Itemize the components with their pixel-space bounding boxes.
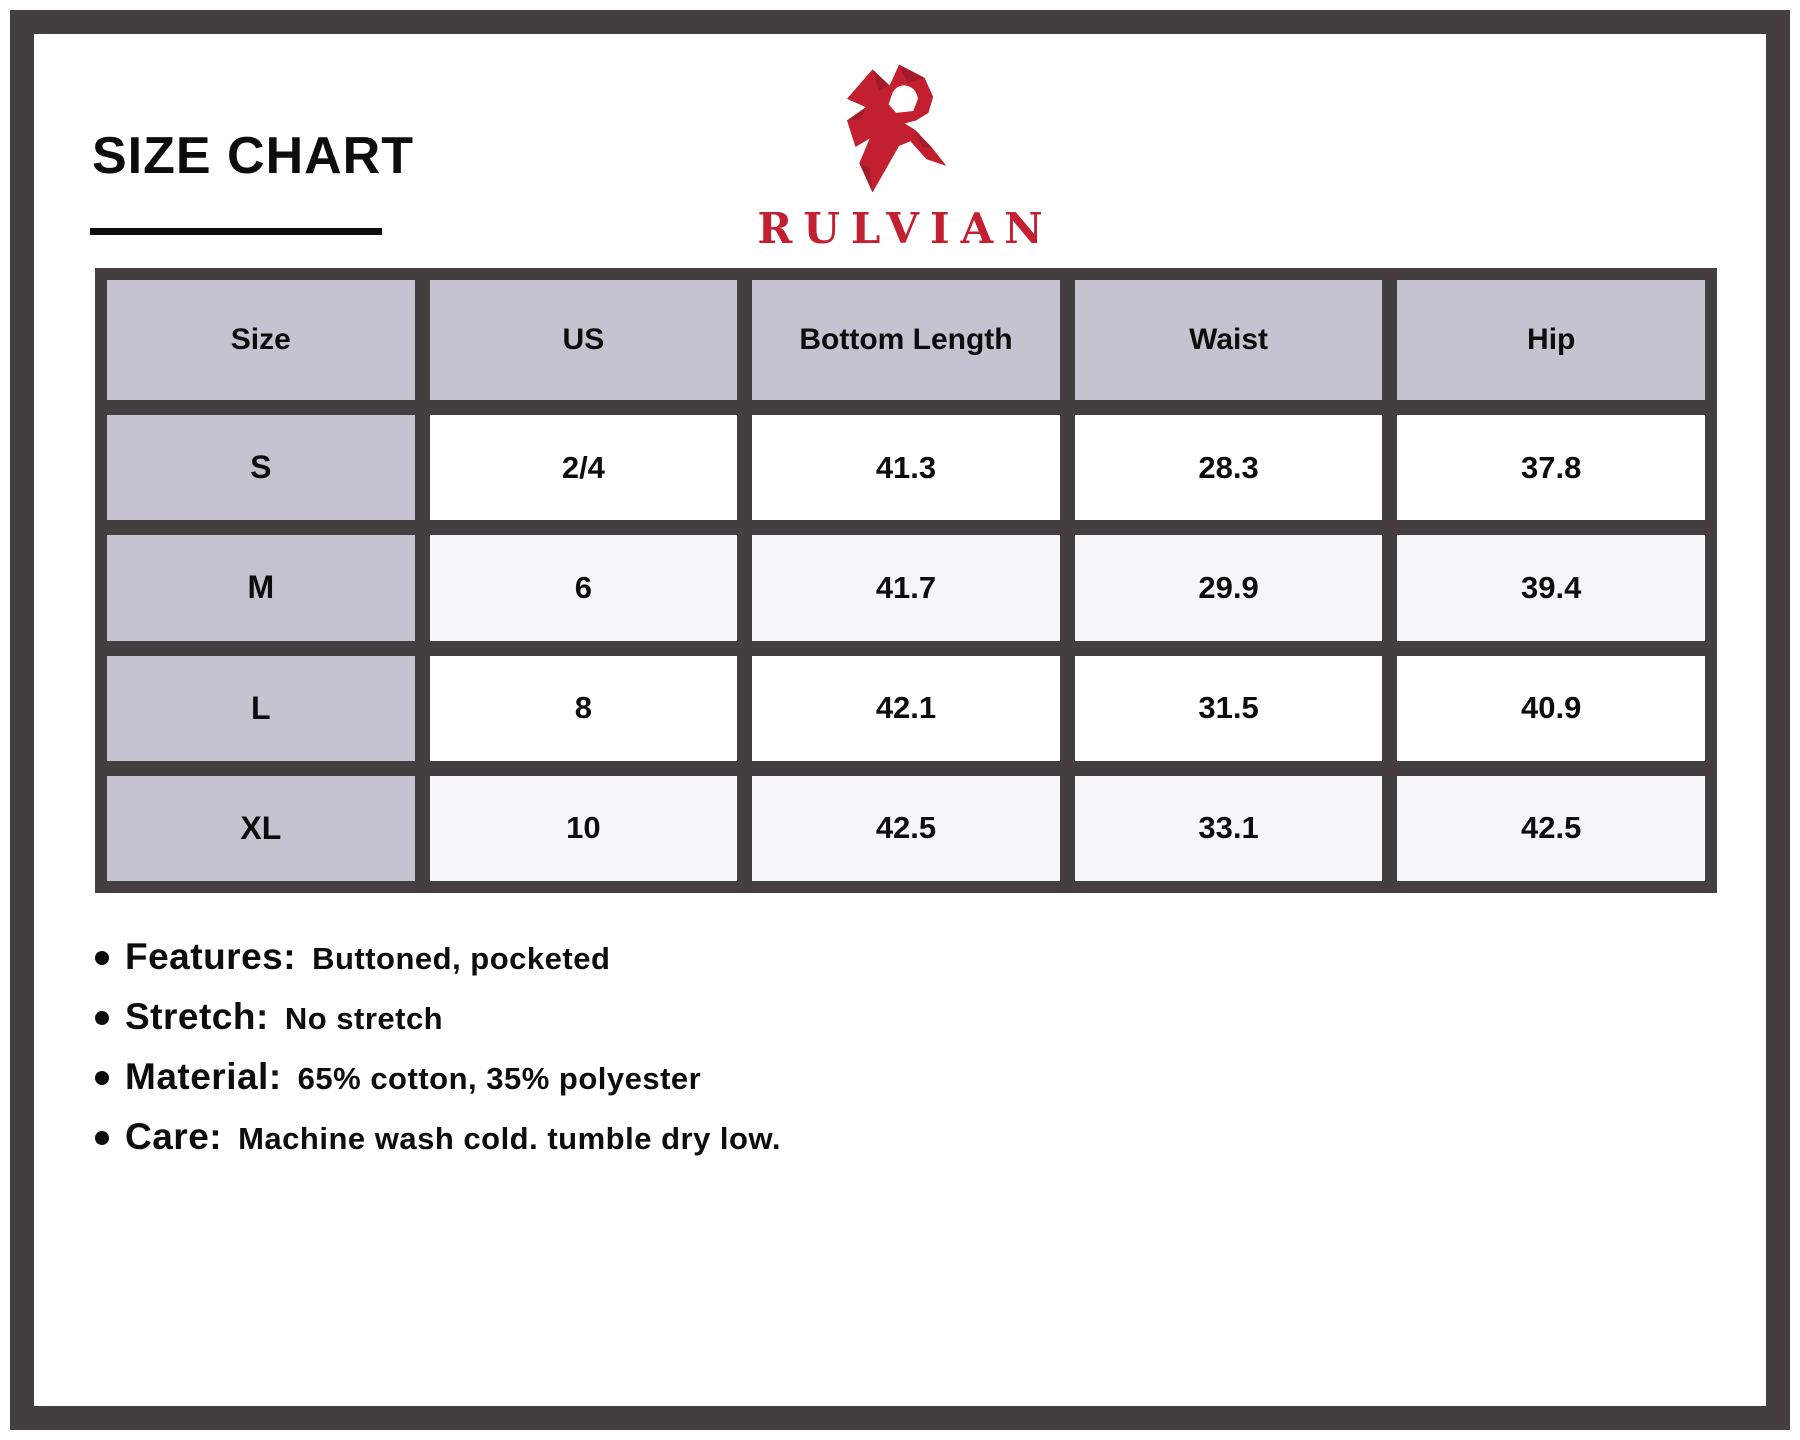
detail-item-care [95, 1116, 781, 1160]
row-m-waist: 29.9 [1075, 535, 1383, 640]
row-m-label: M [107, 535, 415, 640]
row-xl-label: XL [107, 776, 415, 881]
brand-r-icon [836, 58, 964, 200]
title-underline [90, 228, 382, 235]
page-title: SIZE CHART [92, 127, 414, 185]
row-l-bottom-length: 42.1 [752, 656, 1060, 761]
row-s-hip: 37.8 [1397, 415, 1705, 520]
detail-label: Care: [125, 1116, 223, 1157]
row-s-bottom-length: 41.3 [752, 415, 1060, 520]
row-l-hip: 40.9 [1397, 656, 1705, 761]
row-s-us: 2/4 [430, 415, 738, 520]
header-cell-waist: Waist [1075, 280, 1383, 400]
detail-value: 65% cotton, 35% polyester [297, 1061, 702, 1096]
detail-label: Stretch: [125, 996, 269, 1037]
detail-value: Machine wash cold. tumble dry low. [238, 1121, 782, 1156]
row-s-waist: 28.3 [1075, 415, 1383, 520]
bullet-icon [95, 951, 109, 965]
row-l-waist: 31.5 [1075, 656, 1383, 761]
brand-logo [700, 58, 1100, 253]
bullet-icon [95, 1131, 109, 1145]
brand-name: RULVIAN [757, 204, 1054, 253]
row-xl-bottom-length: 42.5 [752, 776, 1060, 881]
bullet-icon [95, 1011, 109, 1025]
row-m-us: 6 [430, 535, 738, 640]
detail-item-features [95, 936, 781, 980]
row-s-label: S [107, 415, 415, 520]
header-cell-size: Size [107, 280, 415, 400]
bullet-icon [95, 1071, 109, 1085]
row-m-bottom-length: 41.7 [752, 535, 1060, 640]
header-cell-bottom-length: Bottom Length [752, 280, 1060, 400]
size-chart-table [95, 268, 1717, 893]
detail-label: Features: [125, 936, 297, 977]
row-xl-waist: 33.1 [1075, 776, 1383, 881]
row-m-hip: 39.4 [1397, 535, 1705, 640]
header-cell-hip: Hip [1397, 280, 1705, 400]
row-xl-hip: 42.5 [1397, 776, 1705, 881]
row-l-us: 8 [430, 656, 738, 761]
detail-value: No stretch [284, 1001, 444, 1036]
detail-item-stretch [95, 996, 781, 1040]
detail-value: Buttoned, pocketed [312, 941, 611, 976]
product-details-list [95, 936, 781, 1176]
row-l-label: L [107, 656, 415, 761]
detail-item-material [95, 1056, 781, 1100]
header-cell-us: US [430, 280, 738, 400]
row-xl-us: 10 [430, 776, 738, 881]
detail-label: Material: [125, 1056, 282, 1097]
